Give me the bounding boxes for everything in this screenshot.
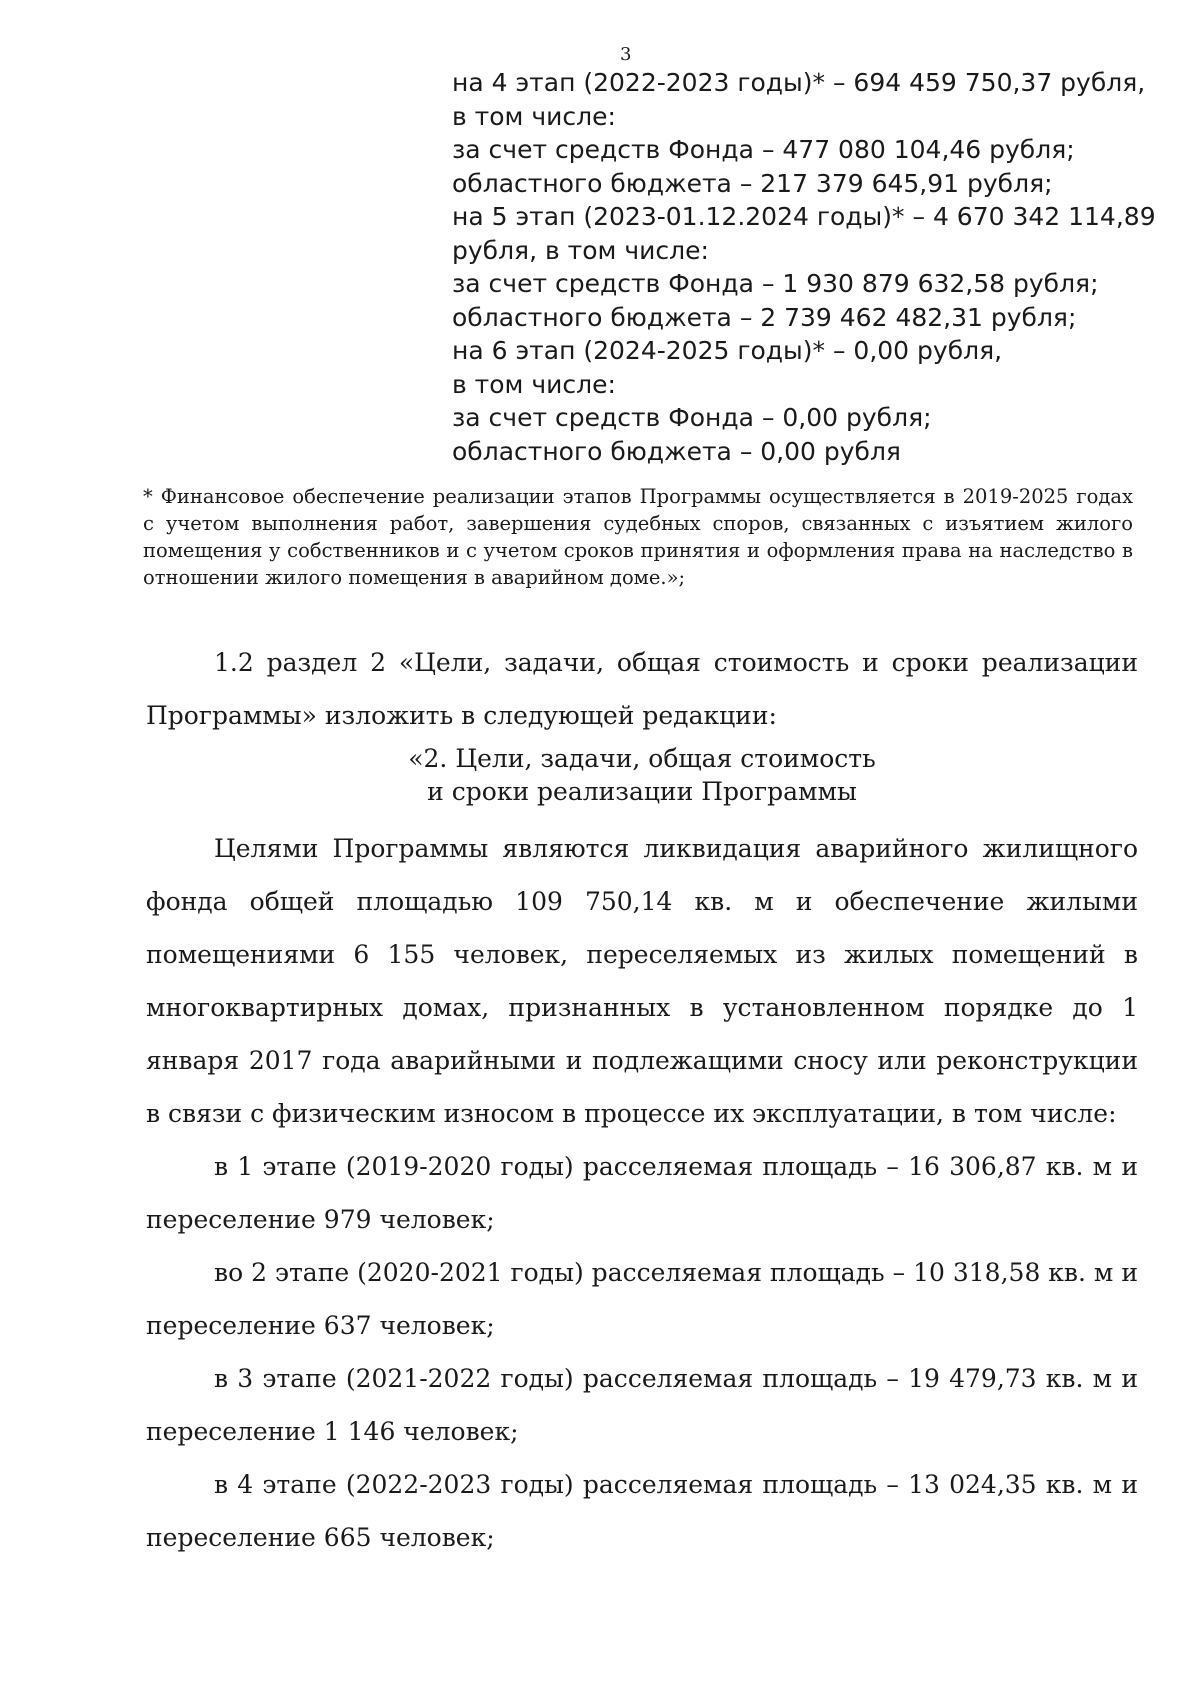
stage-item: в 1 этапе (2019-2020 годы) расселяемая площадь – 16 306,87 кв. м и переселение 979 человек; (146, 1152, 1138, 1234)
section-heading (146, 742, 1138, 808)
page-number: 3 (620, 44, 632, 65)
stage-item: в 4 этапе (2022-2023 годы) расселяемая площадь – 13 024,35 кв. м и переселение 665 человек; (146, 1470, 1138, 1552)
stage-item: в 3 этапе (2021-2022 годы) расселяемая площадь – 19 479,73 кв. м и переселение 1 146 человек; (146, 1364, 1138, 1446)
funding-line: на 4 этап (2022-2023 годы)* – 694 459 750,37 рубля, (452, 68, 1146, 97)
funding-line: за счет средств Фонда – 1 930 879 632,58 рубля; (452, 269, 1099, 298)
amendment-section (146, 636, 1138, 742)
funding-line: за счет средств Фонда – 477 080 104,46 рубля; (452, 135, 1075, 164)
funding-line: областного бюджета – 217 379 645,91 рубля; (452, 168, 1053, 198)
funding-line: на 6 этап (2024-2025 годы)* – 0,00 рубля, (452, 336, 1003, 365)
funding-line: на 5 этап (2023-01.12.2024 годы)* – 4 670 342 114,89 (452, 202, 1156, 231)
section-heading-line2: и сроки реализации Программы (427, 777, 857, 806)
footnote: * Финансовое обеспечение реализации этапов Программы осуществляется в 2019-2025 годах с учетом выполнения работ, завершения судебных споров, связанных с изъятием жилого помещения у собственников и с учетом сроков принятия и оформления права на наследство в отношении жилого помещения в аварийном доме.»; (143, 485, 1133, 589)
stage-item: во 2 этапе (2020-2021 годы) расселяемая площадь – 10 318,58 кв. м и переселение 637 человек; (146, 1258, 1138, 1340)
funding-line: за счет средств Фонда – 0,00 рубля; (452, 403, 932, 432)
funding-line: в том числе: (452, 101, 616, 131)
amendment-intro: 1.2 раздел 2 «Цели, задачи, общая стоимость и сроки реализации Программы» изложить в следующей редакции: (146, 648, 1138, 730)
funding-line: рубля, в том числе: (452, 235, 709, 265)
goals-paragraph: Целями Программы являются ликвидация аварийного жилищного фонда общей площадью 109 750,14 кв. м и обеспечение жилыми помещениями 6 155 человек, переселяемых из жилых помещений в многоквартирных домах, признанных в установленном порядке до 1 января 2017 года аварийными и подлежащими сносу или реконструкции в связи с физическим износом в процессе их эксплуатации, в том числе: (146, 834, 1138, 1128)
funding-line: областного бюджета – 0,00 рубля (452, 436, 901, 466)
funding-block (452, 66, 1156, 468)
section-heading-line1: «2. Цели, задачи, общая стоимость (408, 744, 876, 773)
section-body (146, 822, 1138, 1564)
funding-line: областного бюджета – 2 739 462 482,31 рубля; (452, 302, 1077, 332)
funding-line: в том числе: (452, 369, 616, 399)
